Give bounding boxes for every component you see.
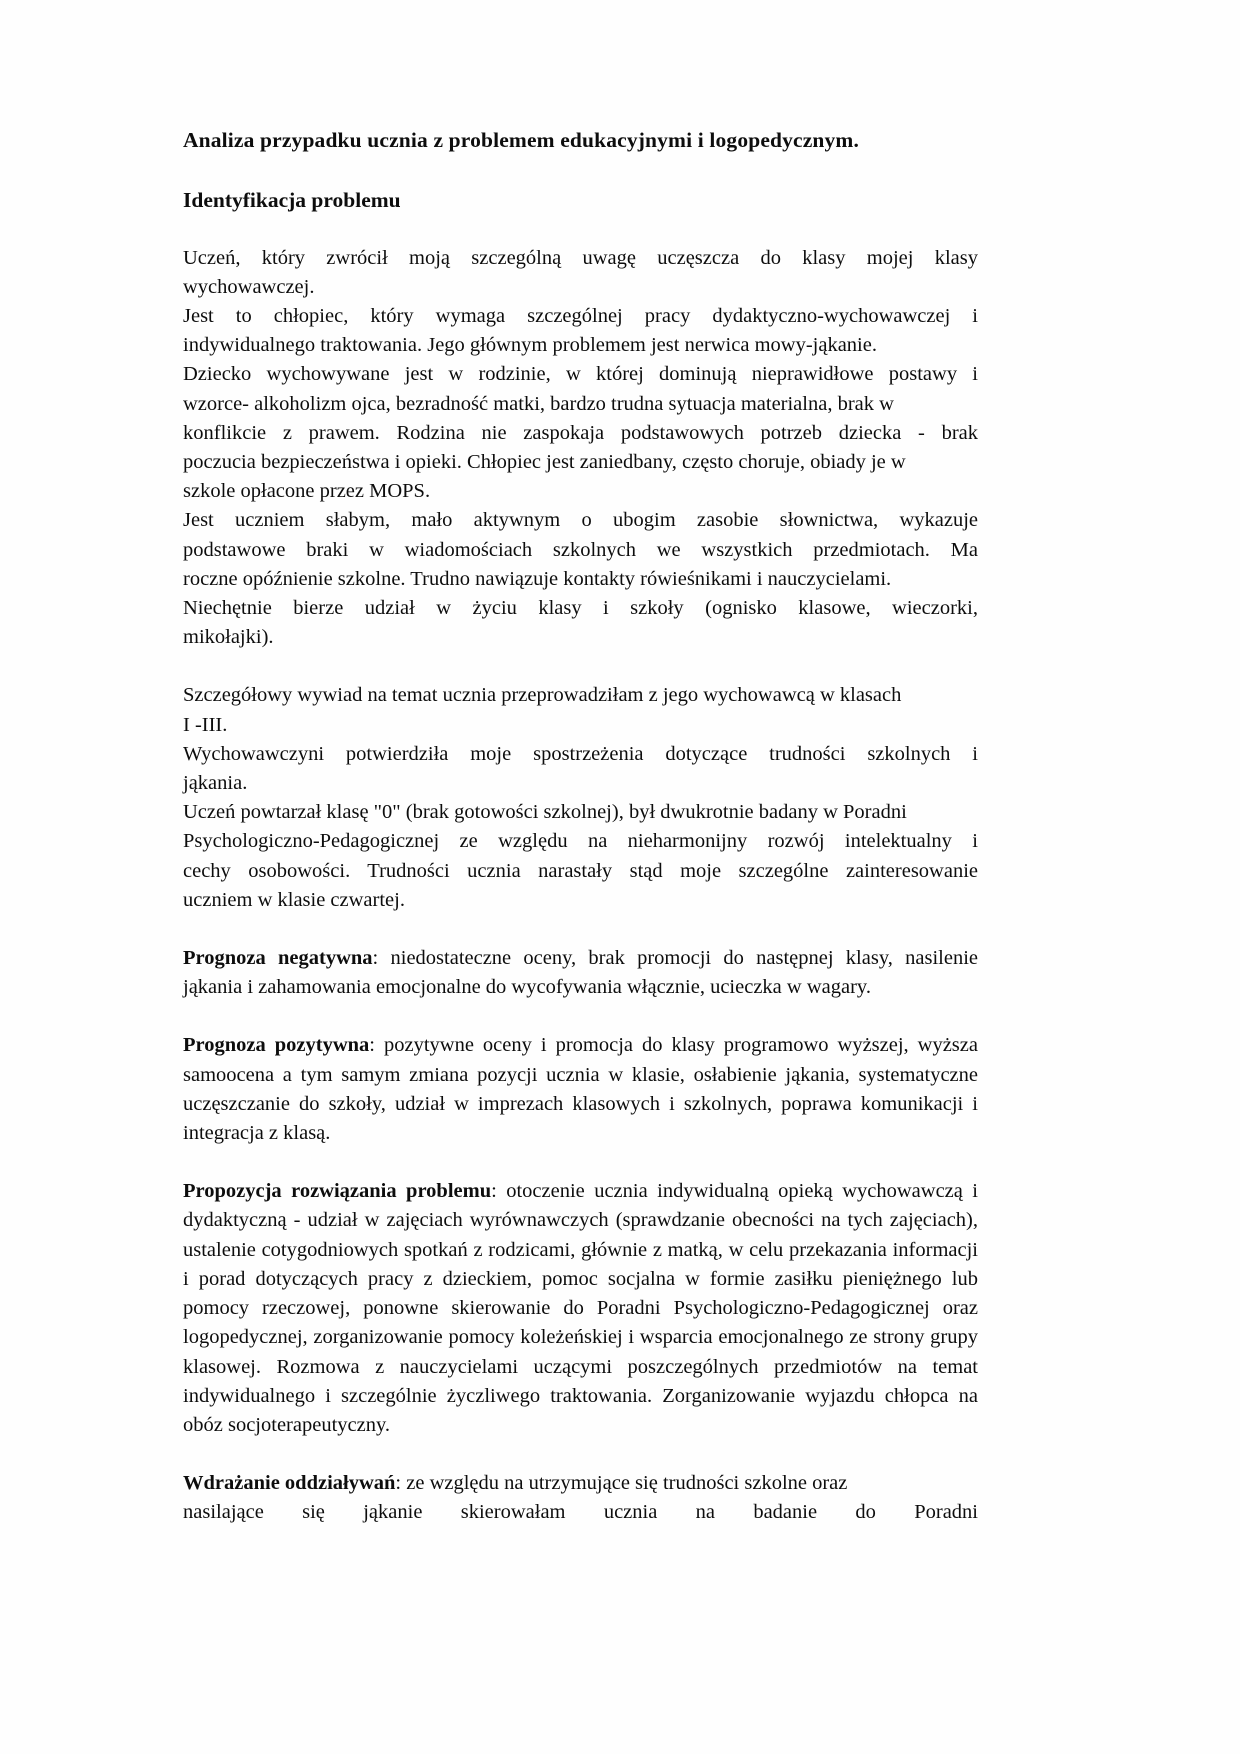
text-line: jąkania. — [183, 772, 248, 795]
text-line: nasilające się jąkanie skierowałam ucznia na badanie do Poradni — [183, 1501, 978, 1524]
paragraph-prognoza-negatywna — [183, 944, 978, 1002]
text-line: Jest uczniem słabym, mało aktywnym o ubogim zasobie słownictwa, wykazuje — [183, 509, 978, 532]
text-line: Szczegółowy wywiad na temat ucznia przeprowadziłam z jego wychowawcą w klasach — [183, 684, 902, 707]
paragraph-propozycja-rozwiazania — [183, 1177, 978, 1440]
lead-in-wdrazanie-oddzialywan: Wdrażanie oddziaływań — [183, 1472, 396, 1495]
page-title: Analiza przypadku ucznia z problemem edukacyjnymi i logopedycznym. — [183, 128, 860, 152]
paragraph-text: : niedostateczne oceny, brak promocji do następnej klasy, nasilenie jąkania i zahamowania emocjonalne do wycofywania włącznie, ucieczka w wagary. — [183, 947, 978, 999]
paragraph-text: : ze względu na utrzymujące się trudności szkolne oraz — [395, 1472, 848, 1495]
text-line: wzorce- alkoholizm ojca, bezradność matki, bardzo trudna sytuacja materialna, brak w — [183, 392, 894, 415]
paragraph-text: : otoczenie ucznia indywidualną opieką wychowawczą i dydaktyczną - udział w zajęciach wyrównawczych (sprawdzanie obecności na tych zajęciach), ustalenie cotygodniowych spotkań z rodzicami, głównie z matką, w celu przekazania informacji i porad dotyczących pracy z dzieckiem, pomoc socjalna w formie zasiłku pieniężnego lub pomocy rzeczowej, ponowne skierowanie do Poradni Psychologiczno-Pedagogicznej oraz logopedycznej, zorganizowanie pomocy koleżeńskiej i wsparcia emocjonalnego ze strony grupy klasowej. Rozmowa z nauczycielami uczącymi poszczególnych przedmiotów na temat indywidualnego i szczególnie życzliwego traktowania. Zorganizowanie wyjazdu chłopca na obóz socjoterapeutyczny. — [183, 1180, 978, 1436]
paragraph-wdrazanie-oddzialywan — [183, 1469, 978, 1498]
text-line: uczniem w klasie czwartej. — [183, 888, 405, 911]
text-line: I -III. — [183, 713, 228, 736]
text-line: podstawowe braki w wiadomościach szkolnych we wszystkich przedmiotach. Ma — [183, 538, 978, 561]
document-body — [183, 128, 978, 1528]
text-line: Dziecko wychowywane jest w rodzinie, w której dominują nieprawidłowe postawy i — [183, 363, 978, 386]
text-line: Psychologiczno-Pedagogicznej ze względu na nieharmonijny rozwój intelektualny i — [183, 830, 978, 853]
text-line: Uczeń, który zwrócił moją szczególną uwagę uczęszcza do klasy mojej klasy — [183, 246, 978, 269]
text-line: poczucia bezpieczeństwa i opieki. Chłopiec jest zaniedbany, często choruje, obiady je w — [183, 451, 906, 474]
section-heading-identyfikacja-problemu: Identyfikacja problemu — [183, 187, 401, 212]
text-line: roczne opóźnienie szkolne. Trudno nawiązuje kontakty rówieśnikami i nauczycielami. — [183, 567, 892, 590]
paragraph-prognoza-pozytywna — [183, 1031, 978, 1148]
text-line: Niechętnie bierze udział w życiu klasy i szkoły (ognisko klasowe, wieczorki, — [183, 597, 978, 620]
text-line: szkole opłacone przez MOPS. — [183, 480, 431, 503]
text-line: indywidualnego traktowania. Jego głównym problemem jest nerwica mowy-jąkanie. — [183, 334, 877, 357]
text-line: Wychowawczyni potwierdziła moje spostrzeżenia dotyczące trudności szkolnych i — [183, 742, 978, 765]
paragraph-wdrazanie-continuation — [183, 1498, 978, 1527]
paragraph-wywiad — [183, 681, 978, 915]
lead-in-propozycja-rozwiazania: Propozycja rozwiązania problemu — [183, 1180, 492, 1203]
text-line: Uczeń powtarzał klasę "0" (brak gotowości szkolnej), był dwukrotnie badany w Poradni — [183, 801, 907, 824]
paragraph-identyfikacja-opis — [183, 244, 978, 653]
text-line: cechy osobowości. Trudności ucznia narastały stąd moje szczególne zainteresowanie — [183, 859, 978, 882]
paragraph-text: : pozytywne oceny i promocja do klasy programowo wyższej, wyższa samoocena a tym samym zmiana pozycji ucznia w klasie, osłabienie jąkania, systematyczne uczęszczanie do szkoły, udział w imprezach klasowych i szkolnych, poprawa komunikacji i integracja z klasą. — [183, 1034, 978, 1145]
lead-in-prognoza-pozytywna: Prognoza pozytywna — [183, 1034, 370, 1057]
text-line: konflikcie z prawem. Rodzina nie zaspokaja podstawowych potrzeb dziecka - brak — [183, 421, 978, 444]
text-line: mikołajki). — [183, 626, 274, 649]
text-line: Jest to chłopiec, który wymaga szczególnej pracy dydaktyczno-wychowawczej i — [183, 305, 978, 327]
text-line: wychowawczej. — [183, 275, 315, 298]
lead-in-prognoza-negatywna: Prognoza negatywna — [183, 947, 373, 970]
